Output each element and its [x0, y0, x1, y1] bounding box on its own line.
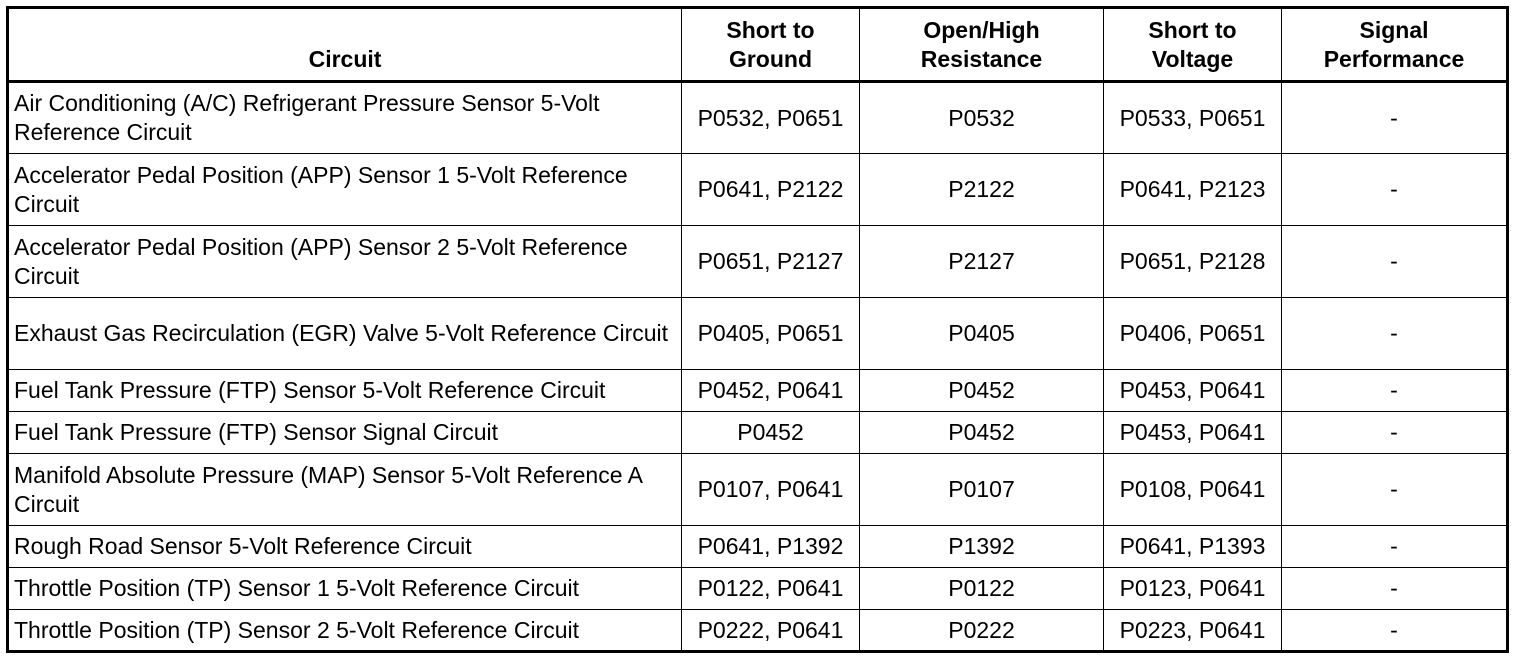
table-row: [8, 610, 1508, 652]
open-high-resistance-cell: P0452: [860, 370, 1104, 412]
circuit-cell: Accelerator Pedal Position (APP) Sensor 2 5-Volt Reference Circuit: [8, 226, 682, 298]
table-row: [8, 370, 1508, 412]
open-high-resistance-cell: P0107: [860, 454, 1104, 526]
signal-performance-cell: -: [1282, 454, 1508, 526]
short-to-ground-cell: P0405, P0651: [682, 298, 860, 370]
column-header-short-to-voltage: Short to Voltage: [1104, 8, 1282, 82]
signal-performance-cell: -: [1282, 226, 1508, 298]
circuit-cell: Exhaust Gas Recirculation (EGR) Valve 5-Volt Reference Circuit: [8, 298, 682, 370]
column-header-short-to-ground: Short to Ground: [682, 8, 860, 82]
circuit-cell: Manifold Absolute Pressure (MAP) Sensor 5-Volt Reference A Circuit: [8, 454, 682, 526]
short-to-voltage-cell: P0453, P0641: [1104, 370, 1282, 412]
short-to-ground-cell: P0651, P2127: [682, 226, 860, 298]
signal-performance-cell: -: [1282, 568, 1508, 610]
short-to-voltage-cell: P0651, P2128: [1104, 226, 1282, 298]
open-high-resistance-cell: P1392: [860, 526, 1104, 568]
short-to-ground-cell: P0107, P0641: [682, 454, 860, 526]
circuit-cell: Throttle Position (TP) Sensor 1 5-Volt Reference Circuit: [8, 568, 682, 610]
signal-performance-cell: -: [1282, 82, 1508, 154]
circuit-cell: Fuel Tank Pressure (FTP) Sensor 5-Volt Reference Circuit: [8, 370, 682, 412]
dtc-table-container: [6, 6, 1506, 653]
short-to-ground-cell: P0641, P2122: [682, 154, 860, 226]
signal-performance-cell: -: [1282, 298, 1508, 370]
signal-performance-cell: -: [1282, 370, 1508, 412]
table-row: [8, 454, 1508, 526]
table-row: [8, 298, 1508, 370]
circuit-cell: Accelerator Pedal Position (APP) Sensor 1 5-Volt Reference Circuit: [8, 154, 682, 226]
table-row: [8, 568, 1508, 610]
short-to-ground-cell: P0122, P0641: [682, 568, 860, 610]
short-to-voltage-cell: P0406, P0651: [1104, 298, 1282, 370]
short-to-voltage-cell: P0123, P0641: [1104, 568, 1282, 610]
short-to-ground-cell: P0222, P0641: [682, 610, 860, 652]
open-high-resistance-cell: P0405: [860, 298, 1104, 370]
short-to-voltage-cell: P0108, P0641: [1104, 454, 1282, 526]
open-high-resistance-cell: P0222: [860, 610, 1104, 652]
circuit-cell: Rough Road Sensor 5-Volt Reference Circuit: [8, 526, 682, 568]
short-to-voltage-cell: P0641, P2123: [1104, 154, 1282, 226]
short-to-ground-cell: P0641, P1392: [682, 526, 860, 568]
signal-performance-cell: -: [1282, 412, 1508, 454]
table-row: [8, 412, 1508, 454]
column-header-open-high-resistance: Open/High Resistance: [860, 8, 1104, 82]
short-to-ground-cell: P0532, P0651: [682, 82, 860, 154]
table-row: [8, 226, 1508, 298]
open-high-resistance-cell: P0122: [860, 568, 1104, 610]
signal-performance-cell: -: [1282, 610, 1508, 652]
table-header-row: [8, 8, 1508, 82]
table-row: [8, 82, 1508, 154]
table-row: [8, 154, 1508, 226]
short-to-ground-cell: P0452: [682, 412, 860, 454]
column-header-signal-performance: Signal Performance: [1282, 8, 1508, 82]
short-to-voltage-cell: P0641, P1393: [1104, 526, 1282, 568]
short-to-voltage-cell: P0223, P0641: [1104, 610, 1282, 652]
circuit-cell: Air Conditioning (A/C) Refrigerant Pressure Sensor 5-Volt Reference Circuit: [8, 82, 682, 154]
column-header-circuit: Circuit: [8, 8, 682, 82]
open-high-resistance-cell: P0452: [860, 412, 1104, 454]
circuit-cell: Fuel Tank Pressure (FTP) Sensor Signal Circuit: [8, 412, 682, 454]
short-to-ground-cell: P0452, P0641: [682, 370, 860, 412]
open-high-resistance-cell: P0532: [860, 82, 1104, 154]
short-to-voltage-cell: P0453, P0641: [1104, 412, 1282, 454]
short-to-voltage-cell: P0533, P0651: [1104, 82, 1282, 154]
signal-performance-cell: -: [1282, 526, 1508, 568]
table-row: [8, 526, 1508, 568]
circuit-cell: Throttle Position (TP) Sensor 2 5-Volt Reference Circuit: [8, 610, 682, 652]
dtc-circuit-table: [6, 6, 1509, 653]
signal-performance-cell: -: [1282, 154, 1508, 226]
open-high-resistance-cell: P2127: [860, 226, 1104, 298]
open-high-resistance-cell: P2122: [860, 154, 1104, 226]
